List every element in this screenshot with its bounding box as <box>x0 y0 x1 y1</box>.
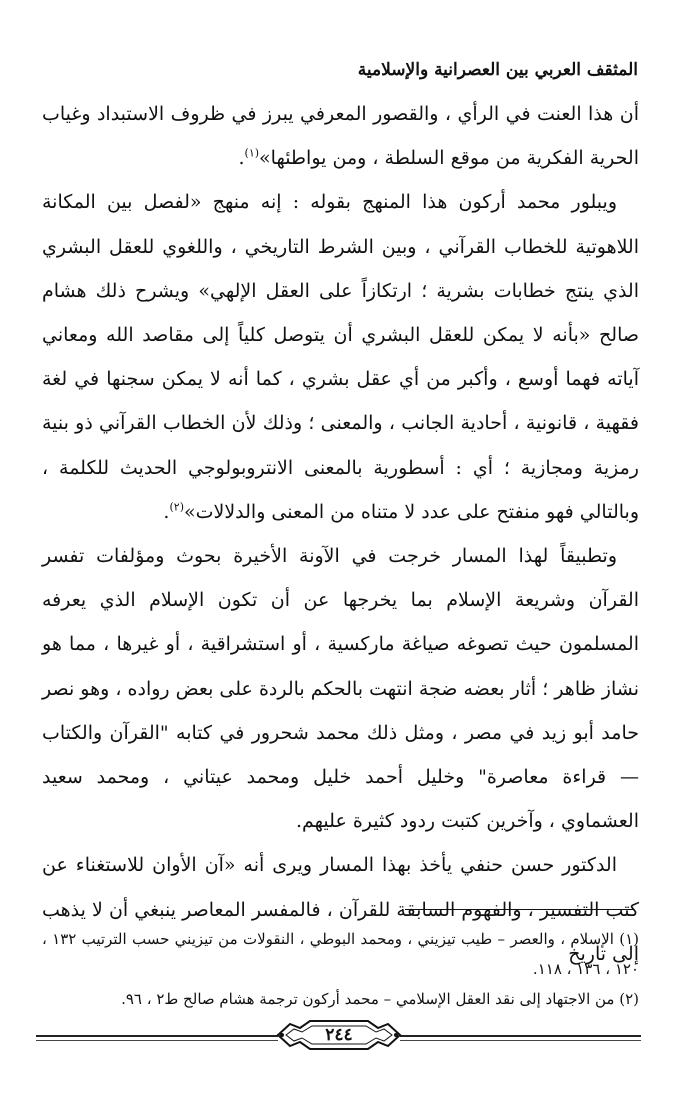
paragraph-2-end: . <box>163 500 170 523</box>
running-header <box>38 56 638 86</box>
footnote-2: (٢) من الاجتهاد إلى نقد العقل الإسلامي – محمد أركون ترجمة هشام صالح ط٢ ، ٩٦. <box>121 990 639 1008</box>
footnote-1: (١) الإسلام ، والعصر – طيب تيزيني ، ومحمد البوطي ، النقولات من تيزيني حسب الترتيب ١٣٢ ، ١٢٠ ، ١٣٦ ، ١١٨. <box>42 930 640 978</box>
paragraph-1 <box>42 92 639 180</box>
footnotes <box>42 924 639 1014</box>
footnote-separator <box>405 909 633 910</box>
paragraph-2 <box>42 180 639 534</box>
body-text <box>42 92 639 976</box>
footer-rule-right <box>400 1035 641 1037</box>
footnote-ref-1: (١) <box>244 146 260 160</box>
footer-rule-right-thin <box>400 1040 641 1041</box>
paragraph-1-end: . <box>238 147 245 170</box>
header-rule-thin <box>38 79 308 80</box>
running-title: المثقف العربي بين العصرانية والإسلامية <box>352 56 638 84</box>
footer-rule-left <box>36 1035 278 1037</box>
page-number: ٢٤٤ <box>325 1025 353 1045</box>
page-number-badge <box>276 1018 402 1052</box>
footer-rule-left-thin <box>36 1040 278 1041</box>
paragraph-1-text: أن هذا العنت في الرأي ، والقصور المعرفي يبرز في ظروف الاستبداد وغياب الحرية الفكرية من موقع السلطة ، ومن يواطئها» <box>42 103 639 170</box>
footnote-ref-2: (٢) <box>169 500 184 514</box>
paragraph-3 <box>42 534 639 843</box>
paragraph-4-text: الدكتور حسن حنفي يأخذ بهذا المسار ويرى أنه «آن الأوان للاستغناء عن كتب التفسير ، والفهوم السابقة للقرآن ، فالمفسر المعاصر ينبغي أن لا يذهب إلى تاريخ <box>42 854 639 965</box>
page-footer <box>36 1016 641 1056</box>
paragraph-3-text: وتطبيقاً لهذا المسار خرجت في الآونة الأخيرة بحوث ومؤلفات تفسر القرآن وشريعة الإسلام بما يخرجها عن أن تكون الإسلام الذي يعرفه المسلمون حيث تصوغه صياغة ماركسية ، أو استشراقية ، أو غيرها ، مما هو نشاز ظاهر ؛ أثار بعضه ضجة انتهت بالحكم بالردة على بعض رواده ، وهو نصر حامد أبو زيد في مصر ، ومثل ذلك محمد شحرور في كتابه "القرآن والكتاب — قراءة معاصرة" وخليل أحمد خليل ومحمد عيتاني ، ومحمد سعيد العشماوي ، وآخرين كتبت ردود كثيرة عليهم. <box>42 545 639 833</box>
paragraph-2-text: ويبلور محمد أركون هذا المنهج بقوله : إنه منهج «لفصل بين المكانة اللاهوتية للخطاب القرآني ، وبين الشرط التاريخي ، واللغوي للعقل البشري الذي ينتج خطابات بشرية ؛ ارتكازاً على العقل الإلهي» ويشرح ذلك هشام صالح «بأنه لا يمكن للعقل البشري أن يتوصل كلياً إلى مقاصد الله ومعاني آياته فهما أوسع ، وأكبر من أي عقل بشري ، كما أنه لا يمكن سجنها في لغة فقهية ، قانونية ، أحادية الجانب ، والمعنى ؛ وذلك لأن الخطاب القرآني ذو بنية رمزية ومجازية ؛ أي : أسطورية بالمعنى الانتروبولوجي الحديث للكلمة ، وبالتالي فهو منفتح على عدد لا متناه من المعنى والدلالات» <box>42 191 639 523</box>
